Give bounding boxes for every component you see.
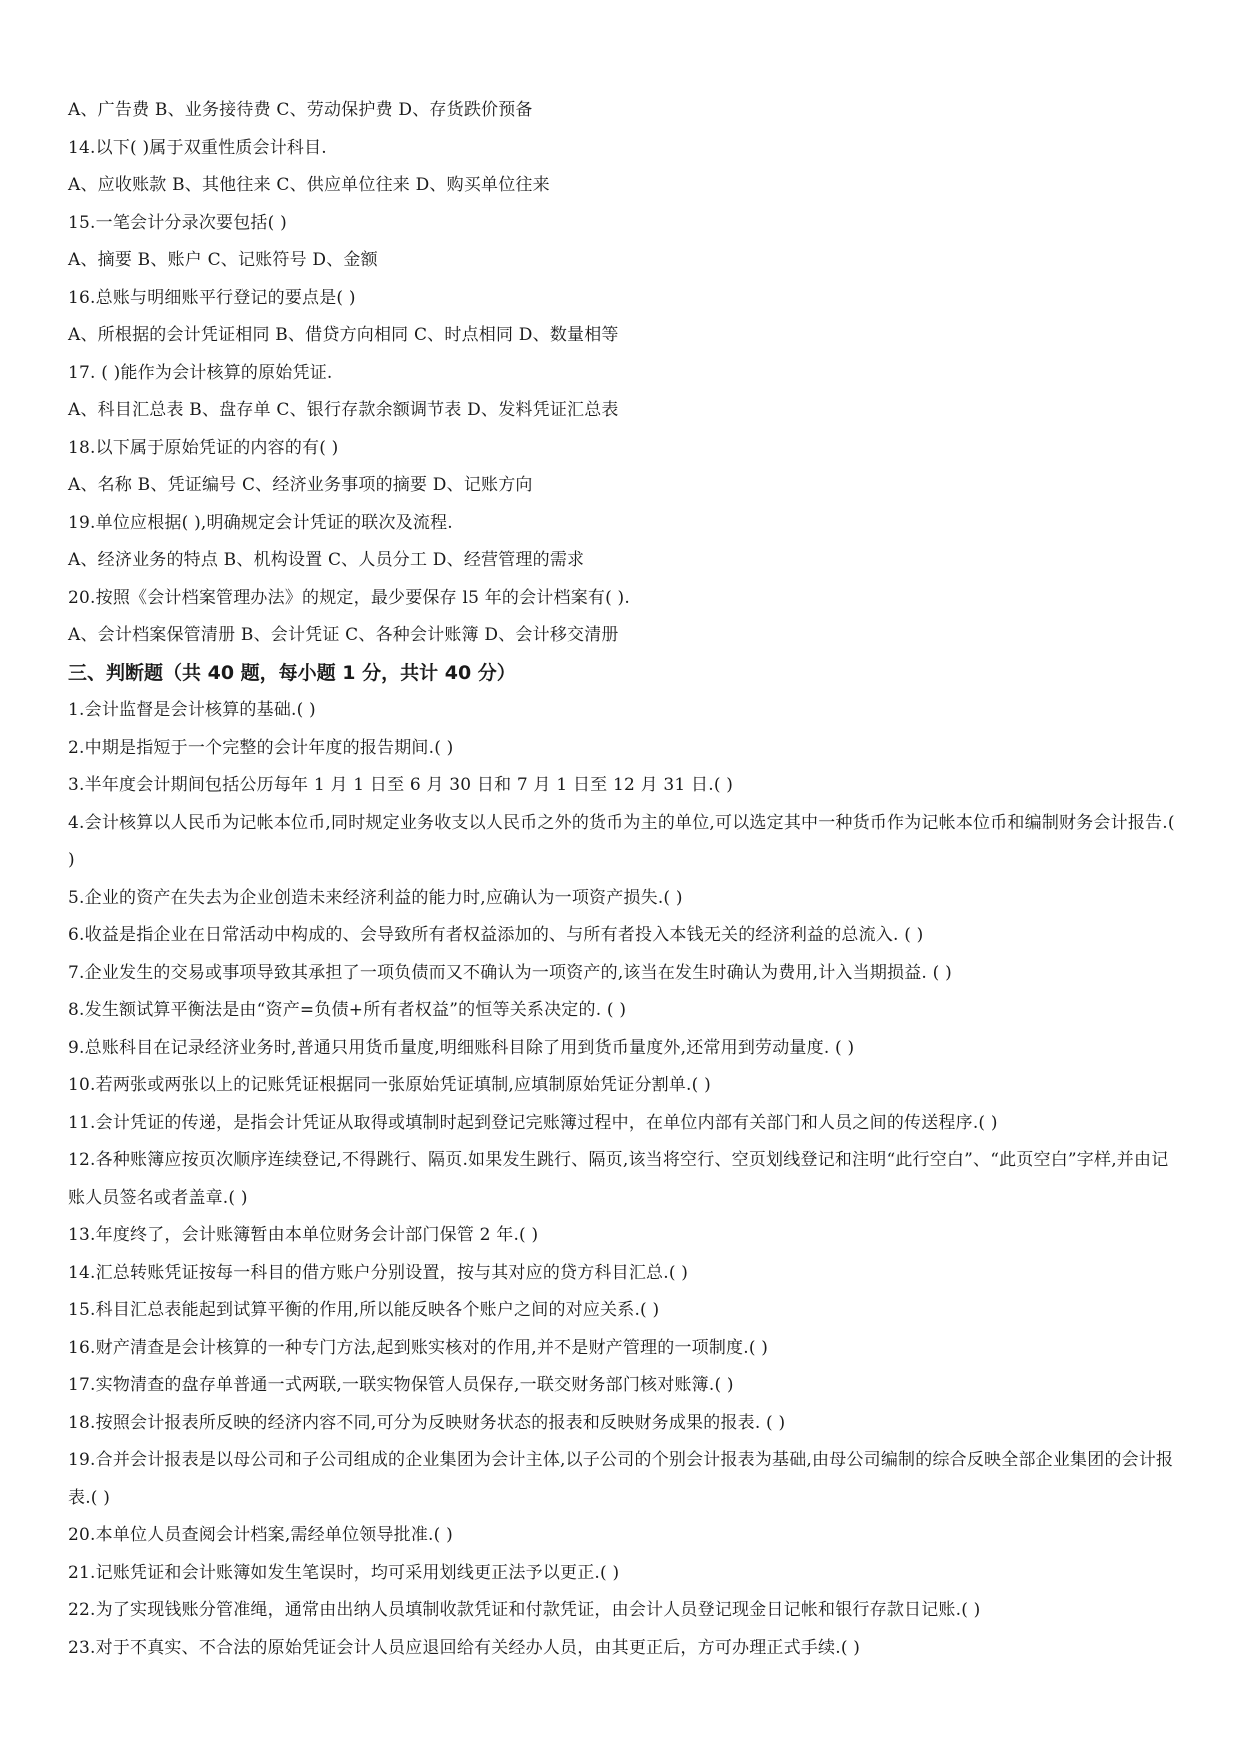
judgment-item: 11.会计凭证的传递，是指会计凭证从取得或填制时起到登记完账簿过程中，在单位内部有关部门和人员之间的传送程序.( )	[68, 1112, 998, 1133]
judgment-item: 20.本单位人员查阅会计档案,需经单位领导批准.( )	[68, 1525, 453, 1545]
question-19: 19.单位应根据( ),明确规定会计凭证的联次及流程.	[68, 512, 453, 533]
question-16: 16.总账与明细账平行登记的要点是( )	[68, 287, 356, 308]
options-line-14: A、应收账款 B、其他往来 C、供应单位往来 D、购买单位往来	[68, 175, 550, 195]
judgment-item: 2.中期是指短于一个完整的会计年度的报告期间.( )	[68, 737, 454, 758]
question-18: 18.以下属于原始凭证的内容的有( )	[68, 437, 339, 458]
options-line-19: A、经济业务的特点 B、机构设置 C、人员分工 D、经营管理的需求	[68, 550, 585, 570]
question-15: 15.一笔会计分录次要包括( )	[68, 212, 287, 233]
judgment-item: 15.科目汇总表能起到试算平衡的作用,所以能反映各个账户之间的对应关系.( )	[68, 1300, 660, 1320]
options-line-20: A、会计档案保管清册 B、会计凭证 C、各种会计账簿 D、会计移交清册	[68, 625, 619, 645]
judgment-item: 14.汇总转账凭证按每一科目的借方账户分别设置，按与其对应的贷方科目汇总.( )	[68, 1262, 689, 1283]
options-line-15: A、摘要 B、账户 C、记账符号 D、金额	[68, 250, 378, 270]
judgment-item: 9.总账科目在记录经济业务时,普通只用货币量度,明细账科目除了用到货币量度外,还常用到劳动量度. ( )	[68, 1037, 855, 1058]
judgment-item: 8.发生额试算平衡法是由“资产=负债+所有者权益”的恒等关系决定的. ( )	[68, 1000, 627, 1020]
judgment-item: 18.按照会计报表所反映的经济内容不同,可分为反映财务状态的报表和反映财务成果的报表. ( )	[68, 1412, 786, 1433]
judgment-item: 19.合并会计报表是以母公司和子公司组成的企业集团为会计主体,以子公司的个别会计报表为基础,由母公司编制的综合反映全部企业集团的会计报表.( )	[68, 1450, 1174, 1508]
document-body	[68, 92, 1178, 1667]
options-line-17: A、科目汇总表 B、盘存单 C、银行存款余额调节表 D、发料凭证汇总表	[68, 400, 619, 420]
judgment-item: 3.半年度会计期间包括公历每年 1 月 1 日至 6 月 30 日和 7 月 1 日至 12 月 31 日.( )	[68, 775, 734, 795]
judgment-item: 21.记账凭证和会计账簿如发生笔误时，均可采用划线更正法予以更正.( )	[68, 1562, 620, 1583]
judgment-item: 10.若两张或两张以上的记账凭证根据同一张原始凭证填制,应填制原始凭证分割单.( )	[68, 1075, 711, 1095]
judgment-item: 17.实物清查的盘存单普通一式两联,一联实物保管人员保存,一联交财务部门核对账簿.( )	[68, 1375, 734, 1395]
judgment-item: 13.年度终了，会计账簿暂由本单位财务会计部门保管 2 年.( )	[68, 1225, 539, 1245]
judgment-item: 22.为了实现钱账分管准绳，通常由出纳人员填制收款凭证和付款凭证，由会计人员登记现金日记帐和银行存款日记账.( )	[68, 1600, 981, 1620]
judgment-item: 7.企业发生的交易或事项导致其承担了一项负债而又不确认为一项资产的,该当在发生时确认为费用,计入当期损益. ( )	[68, 962, 952, 983]
question-17: 17. ( )能作为会计核算的原始凭证.	[68, 362, 333, 383]
section-heading-judgment: 三、判断题（共 40 题，每小题 1 分，共计 40 分）	[68, 661, 516, 684]
judgment-item: 12.各种账簿应按页次顺序连续登记,不得跳行、隔页.如果发生跳行、隔页,该当将空行、空页划线登记和注明“此行空白”、“此页空白”字样,并由记账人员签名或者盖章.( )	[68, 1150, 1169, 1208]
judgment-item: 6.收益是指企业在日常活动中构成的、会导致所有者权益添加的、与所有者投入本钱无关的经济利益的总流入. ( )	[68, 925, 924, 945]
judgment-item: 5.企业的资产在失去为企业创造未来经济利益的能力时,应确认为一项资产损失.( )	[68, 887, 683, 908]
judgment-item: 1.会计监督是会计核算的基础.( )	[68, 700, 316, 720]
question-14: 14.以下( )属于双重性质会计科目.	[68, 137, 327, 158]
judgment-item: 4.会计核算以人民币为记帐本位币,同时规定业务收支以人民币之外的货币为主的单位,可以选定其中一种货币作为记帐本位币和编制财务会计报告.( )	[68, 812, 1175, 870]
choice-questions-continued	[68, 92, 1178, 655]
options-line-13: A、广告费 B、业务接待费 C、劳动保护费 D、存货跌价预备	[68, 100, 533, 120]
options-line-16: A、所根据的会计凭证相同 B、借贷方向相同 C、时点相同 D、数量相等	[68, 325, 619, 345]
judgment-item: 23.对于不真实、不合法的原始凭证会计人员应退回给有关经办人员，由其更正后，方可办理正式手续.( )	[68, 1637, 861, 1658]
judgment-questions	[68, 692, 1178, 1667]
question-20: 20.按照《会计档案管理办法》的规定，最少要保存 l5 年的会计档案有( ).	[68, 587, 630, 608]
judgment-item: 16.财产清查是会计核算的一种专门方法,起到账实核对的作用,并不是财产管理的一项制度.( )	[68, 1337, 769, 1358]
options-line-18: A、名称 B、凭证编号 C、经济业务事项的摘要 D、记账方向	[68, 475, 533, 495]
